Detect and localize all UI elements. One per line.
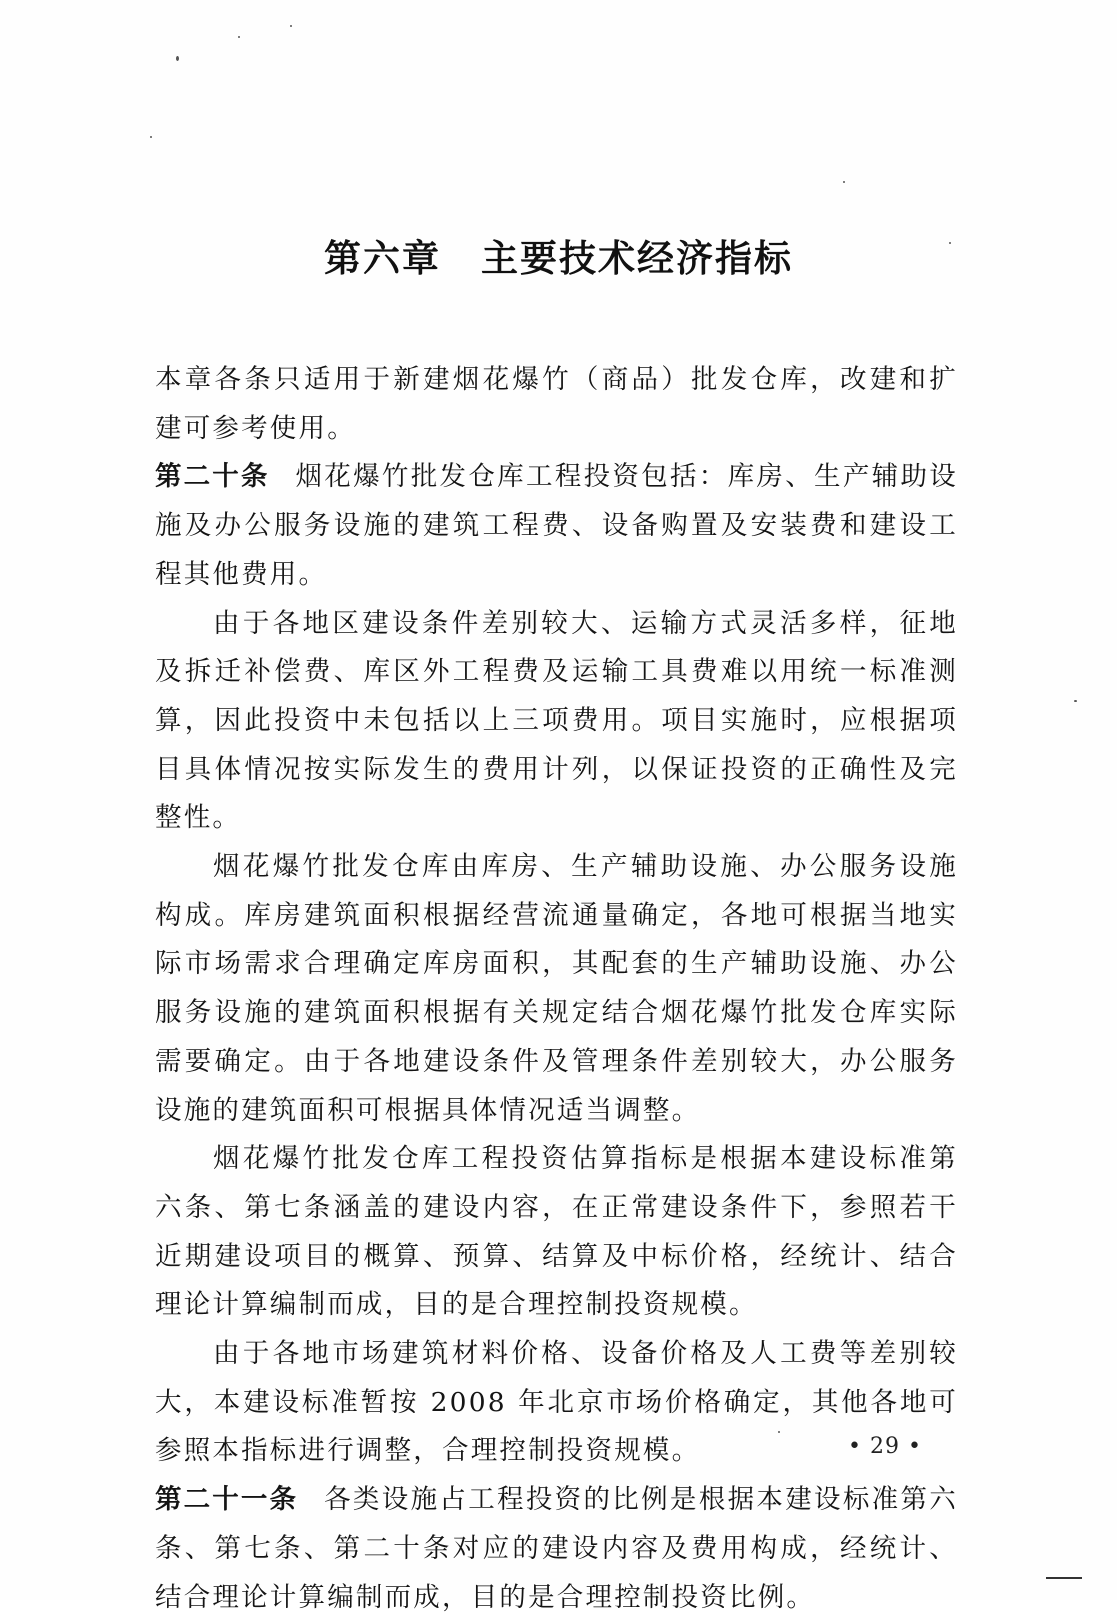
chapter-title: 主要技术经济指标 (481, 237, 793, 280)
scan-speck (1074, 700, 1077, 702)
paragraph-investment-scope: 由于各地区建设条件差别较大、运输方式灵活多样，征地及拆迁补偿费、库区外工程费及运输工具费难以用统一标准测算，因此投资中未包括以上三项费用。项目实施时，应根据项目具体情况按实际发生的费用计列，以保证投资的正确性及完整性。 (155, 607, 958, 834)
article-20-text: 烟花爆竹批发仓库工程投资包括：库房、生产辅助设施及办公服务设施的建筑工程费、设备购置及安装费和建设工程其他费用。 (155, 461, 958, 590)
article-20 (155, 453, 958, 599)
scan-speck (150, 136, 152, 138)
paragraph-price-basis: 由于各地市场建筑材料价格、设备价格及人工费等差别较大，本建设标准暂按 2008 年北京市场价格确定，其他各地可参照本指标进行调整，合理控制投资规模。 (155, 1338, 958, 1467)
scan-speck (843, 181, 845, 183)
paragraph-intro: 本章各条只适用于新建烟花爆竹（商品）批发仓库，改建和扩建可参考使用。 (155, 364, 958, 444)
chapter-number: 第六章 (324, 237, 441, 280)
page-number: • 29 • (848, 1434, 922, 1459)
paragraph-warehouse-composition: 烟花爆竹批发仓库由库房、生产辅助设施、办公服务设施构成。库房建筑面积根据经营流通量确定，各地可根据当地实际市场需求合理确定库房面积，其配套的生产辅助设施、办公服务设施的建筑面积根据有关规定结合烟花爆竹批发仓库实际需要确定。由于各地建设条件及管理条件差别较大，办公服务设施的建筑面积可根据具体情况适当调整。 (155, 851, 958, 1126)
footer-rule (1046, 1577, 1082, 1579)
scan-speck (949, 242, 951, 244)
article-21-text: 各类设施占工程投资的比例是根据本建设标准第六条、第七条、第二十条对应的建设内容及费用构成，经统计、结合理论计算编制而成，目的是合理控制投资比例。 (155, 1484, 959, 1613)
body-text (155, 356, 958, 1622)
scan-speck (778, 1431, 780, 1433)
chapter-heading (0, 228, 1117, 282)
article-20-label: 第二十条 (155, 461, 270, 493)
scan-speck (290, 25, 292, 27)
article-21-label: 第二十一条 (155, 1484, 299, 1516)
paragraph-estimate-basis: 烟花爆竹批发仓库工程投资估算指标是根据本建设标准第六条、第七条涵盖的建设内容，在正常建设条件下，参照若干近期建设项目的概算、预算、结算及中标价格，经统计、结合理论计算编制而成，目的是合理控制投资规模。 (155, 1143, 958, 1321)
scan-speck (238, 36, 240, 38)
article-21 (155, 1476, 958, 1622)
scan-speck (176, 56, 179, 61)
